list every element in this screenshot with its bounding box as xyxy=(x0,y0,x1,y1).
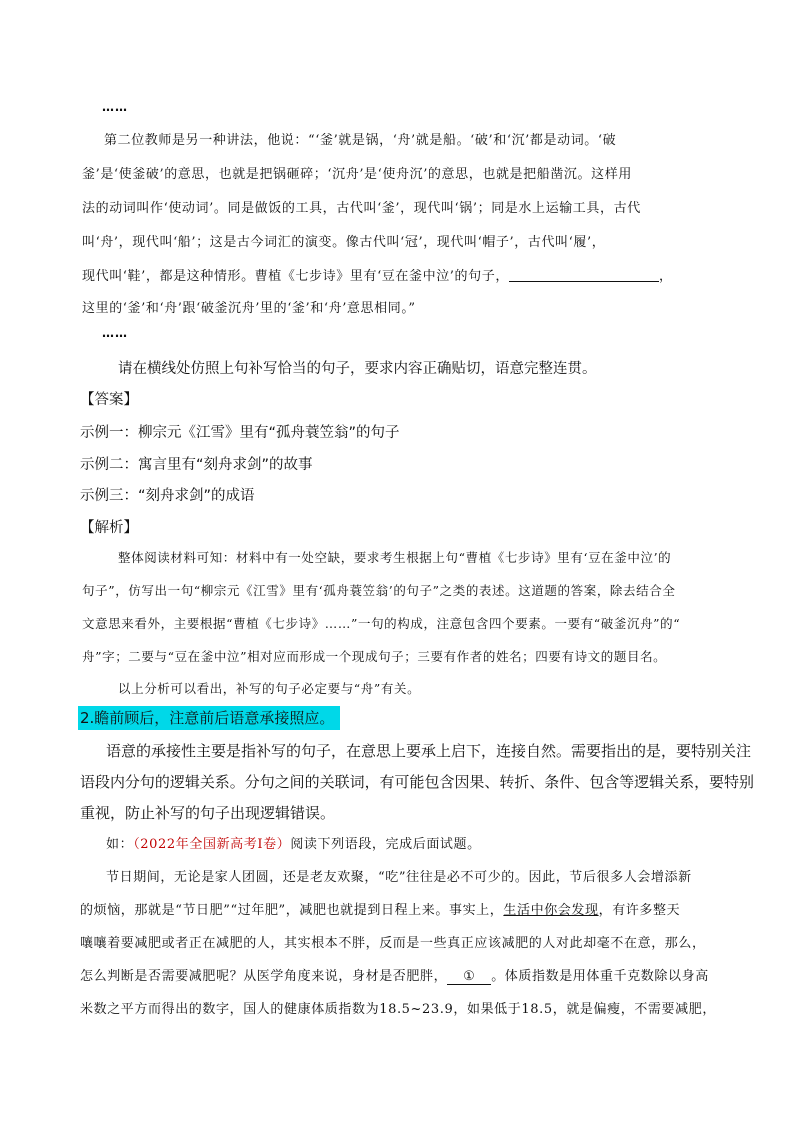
passage2-line-4 xyxy=(80,965,709,985)
passage2-line-2 xyxy=(80,899,680,918)
analysis-heading: 【解析】 xyxy=(80,520,138,536)
passage2-line-4-text: 怎么判断是否需要减肥呢？从医学角度来说，身材是否肥胖， xyxy=(80,969,448,984)
section-body-line-2: 语段内分句的逻辑关系。分句之间的关联词，有可能包含因果、转折、条件、包含等逻辑关系，要特别 xyxy=(80,773,755,791)
example-prefix: 如： xyxy=(106,837,134,852)
analysis-line-2: 句子”，仿写出一句“柳宗元《江雪》里有‘孤舟蓑笠翁’的句子”之类的表述。这道题的答案，除去结合全 xyxy=(82,583,676,598)
answer-heading: 【答案】 xyxy=(80,392,138,408)
analysis-line-5: 以上分析可以看出，补写的句子必定要与“舟”有关。 xyxy=(118,681,421,696)
passage2-line-2-end: ，有许多整天 xyxy=(598,903,681,918)
instruction-text: 请在横线处仿照上句补写恰当的句子，要求内容正确贴切，语意完整连贯。 xyxy=(118,361,597,377)
section-heading: 2.瞻前顾后，注意前后语意承接照应。 xyxy=(78,706,340,730)
passage-line-5-text: 现代叫‘鞋’，都是这种情形。曹植《七步诗》里有‘豆在釜中泣’的句子， xyxy=(82,269,509,284)
section-body-line-3: 重视，防止补写的句子出现逻辑错误。 xyxy=(80,804,336,822)
ellipsis-bottom: …… xyxy=(102,326,128,340)
analysis-line-3: 文意思来看外，主要根据“曹植《七步诗》……”一句的构成，注意包含四个要素。一要有“破釜沉舟”的“ xyxy=(82,616,681,631)
passage-line-6: 这里的‘釜’和‘舟’跟‘破釜沉舟’里的‘釜’和‘舟’意思相同。” xyxy=(82,301,416,316)
passage2-underlined-phrase: 生活中你会发现 xyxy=(503,903,599,918)
passage-line-3: 法的动词叫作‘使动词’。同是做饭的工具，古代叫‘釜’，现代叫‘锅’；同是水上运输工具，古代 xyxy=(82,201,641,216)
passage2-line-5: 米数之平方而得出的数字，国人的健康体质指数为18.5~23.9，如果低于18.5，就是偏瘦，不需要减肥， xyxy=(80,1002,716,1017)
answer-example-3: 示例三：“刻舟求剑”的成语 xyxy=(80,488,255,504)
example-intro xyxy=(106,833,481,852)
passage2-line-4-end: 。体质指数是用体重千克数除以身高 xyxy=(491,969,709,984)
passage-line-5-end: ， xyxy=(658,269,673,284)
answer-example-2: 示例二：寓言里有“刻舟求剑”的故事 xyxy=(80,457,313,473)
fill-in-blank xyxy=(509,267,659,282)
section-body-line-1: 语意的承接性主要是指补写的句子，在意思上要承上启下，连接自然。需要指出的是，要特别关注 xyxy=(106,742,752,760)
analysis-line-4: 舟”字；二要与“豆在釜中泣”相对应而形成一个现成句子；三要有作者的姓名；四要有诗文的题目名。 xyxy=(82,649,667,664)
example-suffix: 阅读下列语段，完成后面试题。 xyxy=(290,837,481,852)
passage-line-5 xyxy=(82,265,673,284)
passage-line-1: 第二位教师是另一种讲法，他说：“‘釜’就是锅，‘舟’就是船。‘破’和‘沉’都是动词。‘破 xyxy=(104,133,617,148)
passage2-line-3: 嚷嚷着要减肥或者正在减肥的人，其实根本不胖，反而是一些真正应该减肥的人对此却毫不在意，那么， xyxy=(80,936,706,951)
passage2-line-1: 节日期间，无论是家人团圆，还是老友欢聚，“吃”往往是必不可少的。因此，节后很多人会增添新 xyxy=(106,870,692,885)
blank-marker-1: ① xyxy=(447,969,491,985)
ellipsis-top: …… xyxy=(102,100,128,114)
passage-line-2: 釜’是‘使釜破’的意思，也就是把锅砸碎；‘沉舟’是‘使舟沉’的意思，也就是把船凿沉。这样用 xyxy=(82,167,632,182)
answer-example-1: 示例一：柳宗元《江雪》里有“孤舟蓑笠翁”的句子 xyxy=(80,425,400,441)
passage-line-4: 叫‘舟’，现代叫‘船’；这是古今词汇的演变。像古代叫‘冠’，现代叫‘帽子’，古代叫‘履’， xyxy=(82,235,606,250)
example-source: （2022年全国新高考Ⅰ卷） xyxy=(133,837,291,852)
analysis-line-1: 整体阅读材料可知：材料中有一处空缺，要求考生根据上句“曹植《七步诗》里有‘豆在釜中泣’的 xyxy=(118,550,672,565)
passage2-line-2-text: 的烦恼，那就是“节日肥”“过年肥”，减肥也就提到日程上来。事实上， xyxy=(80,903,504,918)
